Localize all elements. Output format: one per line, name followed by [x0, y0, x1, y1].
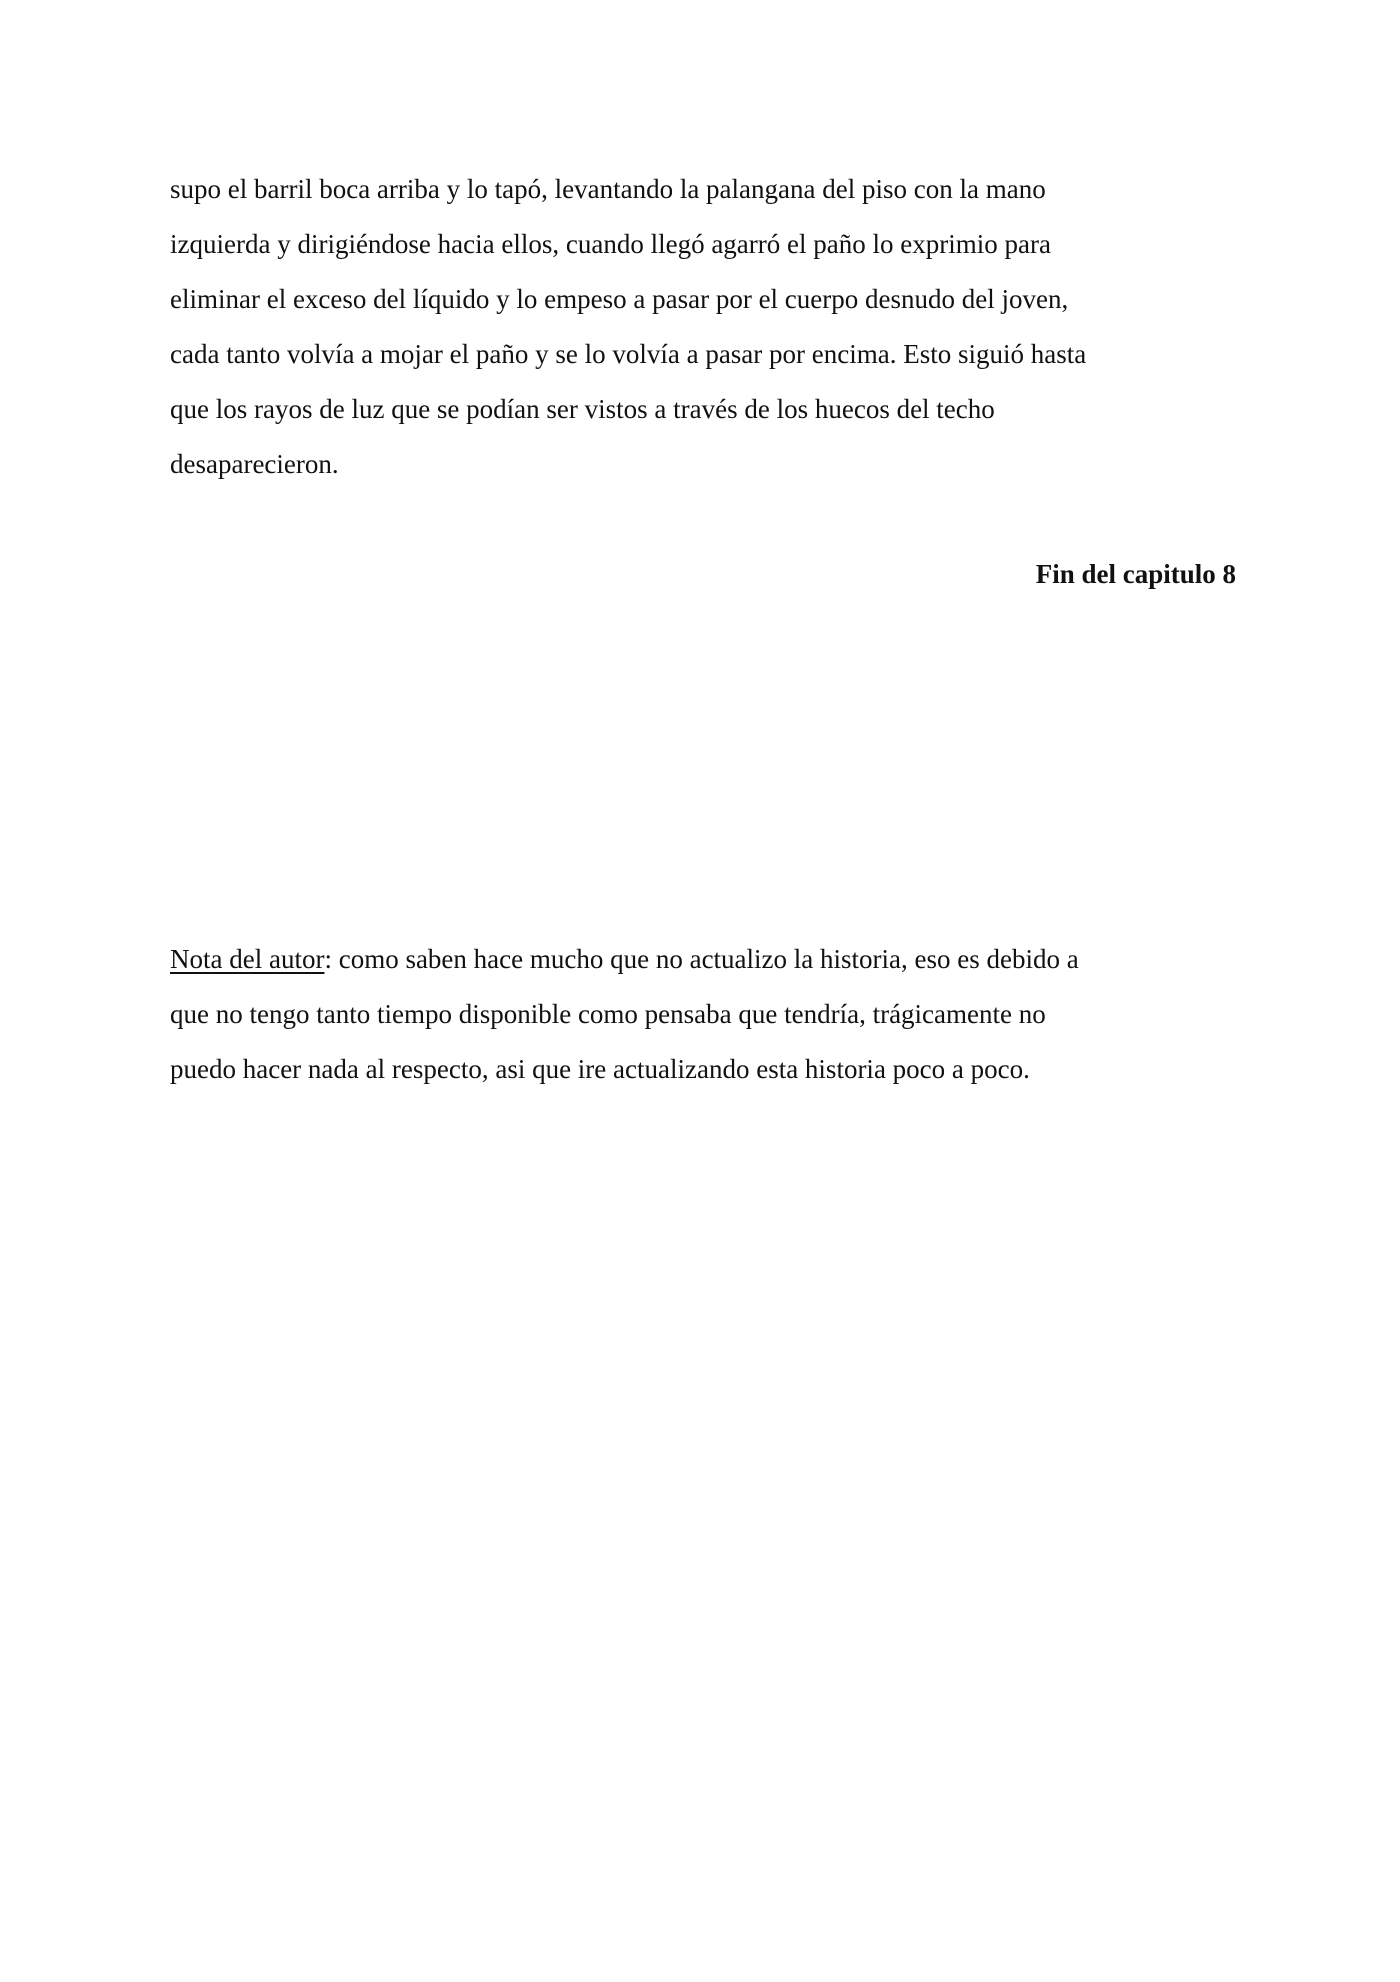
body-line: eliminar el exceso del líquido y lo empeso a pasar por el cuerpo desnudo del joven, — [170, 284, 1069, 314]
body-line: cada tanto volvía a mojar el paño y se lo volvía a pasar por encima. Esto siguió hasta — [170, 339, 1087, 369]
author-note-paragraph — [170, 932, 1240, 1097]
body-line: que los rayos de luz que se podían ser vistos a través de los huecos del techo — [170, 394, 995, 424]
body-line: desaparecieron. — [170, 449, 339, 479]
author-note-text: : como saben hace mucho que no actualizo la historia, eso es debido a — [324, 944, 1079, 974]
body-line: izquierda y dirigiéndose hacia ellos, cuando llegó agarró el paño lo exprimio para — [170, 229, 1051, 259]
body-line: supo el barril boca arriba y lo tapó, levantando la palangana del piso con la mano — [170, 174, 1046, 204]
body-paragraph — [170, 162, 1240, 492]
chapter-end-heading: Fin del capitulo 8 — [1035, 559, 1236, 589]
author-note-label: Nota del autor — [170, 944, 325, 974]
author-note-first-line — [170, 932, 1240, 987]
author-note-line: que no tengo tanto tiempo disponible como pensaba que tendría, trágicamente no — [170, 999, 1046, 1029]
author-note-line: puedo hacer nada al respecto, asi que ire actualizando esta historia poco a poco. — [170, 1054, 1030, 1084]
